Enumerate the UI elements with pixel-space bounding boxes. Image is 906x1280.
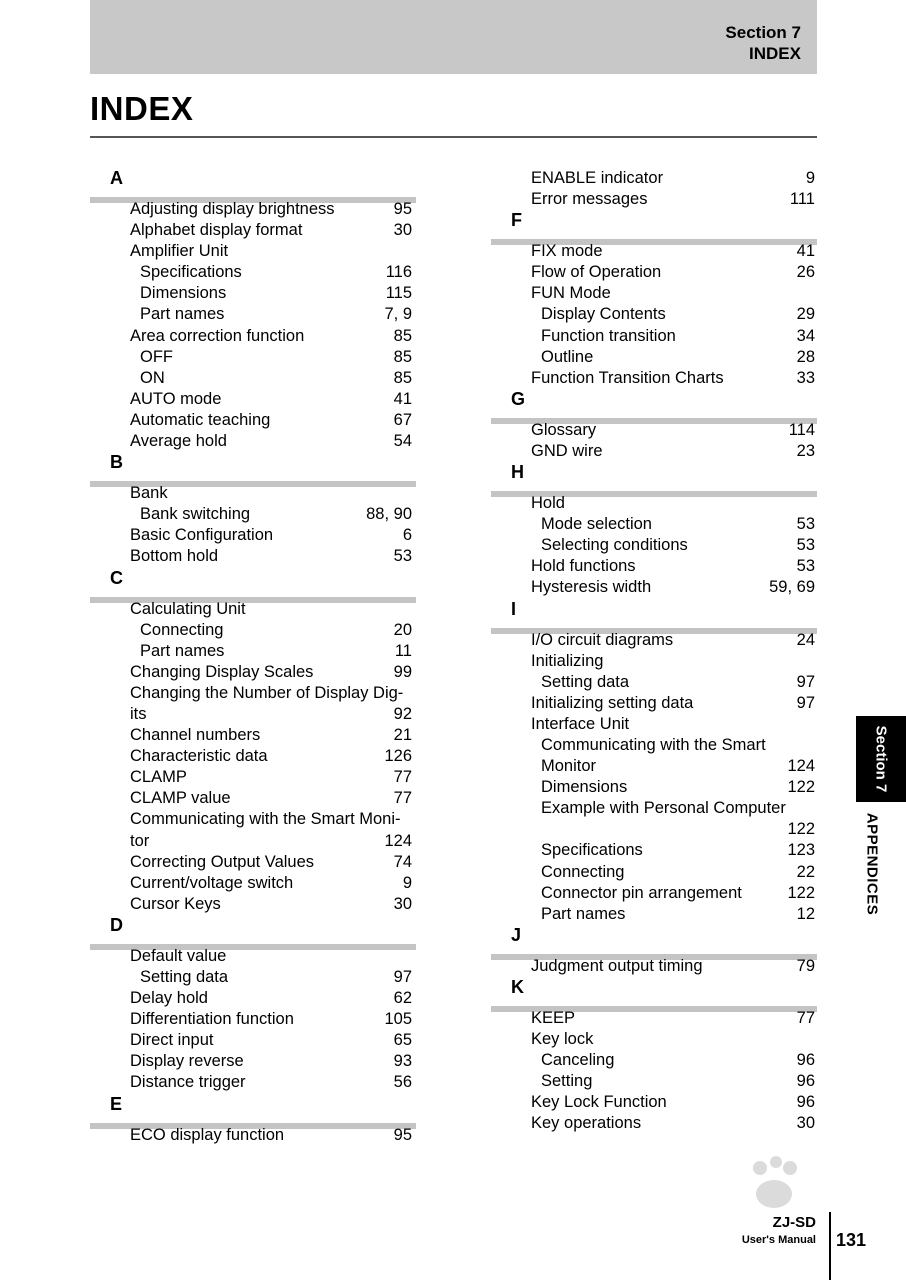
index-page-ref <box>815 735 817 756</box>
index-entry <box>90 241 416 262</box>
index-entry <box>491 283 817 304</box>
index-page-ref: 62 <box>393 989 412 1008</box>
index-page-ref: 105 <box>384 1010 412 1029</box>
index-entry <box>90 1072 416 1093</box>
index-page-ref: 122 <box>787 883 815 902</box>
index-entry <box>90 220 416 241</box>
index-column-right <box>491 168 817 1134</box>
index-entry <box>90 199 416 220</box>
index-term: Communicating with the Smart <box>541 735 766 754</box>
index-term: Hysteresis width <box>531 578 652 597</box>
index-term: Initializing setting data <box>531 693 694 712</box>
section-heading <box>491 599 817 630</box>
index-entry <box>90 1009 416 1030</box>
index-page-ref: 97 <box>796 693 815 712</box>
index-term: Delay hold <box>130 989 208 1008</box>
index-page-ref: 99 <box>393 662 412 681</box>
index-entry <box>491 420 817 441</box>
index-entry <box>90 967 416 988</box>
index-page-ref: 30 <box>796 1114 815 1133</box>
index-term: Part names <box>541 904 626 923</box>
section-heading <box>90 168 416 199</box>
index-term: Hold functions <box>531 557 636 576</box>
index-page-ref: 34 <box>796 326 815 345</box>
index-term: Area correction function <box>130 326 305 345</box>
index-entry <box>90 894 416 915</box>
index-term: Key lock <box>531 1030 594 1048</box>
index-term: Initializing <box>531 651 604 670</box>
index-page-ref: 22 <box>796 862 815 881</box>
index-entry <box>90 347 416 368</box>
index-page-ref: 122 <box>787 820 815 839</box>
index-entry <box>90 746 416 767</box>
header-section: Section 7 <box>725 23 801 42</box>
index-page-ref: 59, 69 <box>769 578 815 597</box>
index-page-ref: 85 <box>393 347 412 366</box>
index-entry <box>491 262 817 283</box>
index-entry <box>491 672 817 693</box>
index-page-ref: 79 <box>796 956 815 975</box>
index-term: Function transition <box>541 326 676 345</box>
footer-manual: User's Manual <box>741 1234 816 1246</box>
index-page-ref: 54 <box>393 432 412 451</box>
index-page-ref: 53 <box>796 536 815 555</box>
index-entry <box>90 641 416 662</box>
index-page-ref: 74 <box>393 852 412 871</box>
index-term: Specifications <box>140 263 242 282</box>
index-term: Error messages <box>531 190 648 209</box>
index-term: Adjusting display brightness <box>130 200 335 218</box>
index-term: Glossary <box>531 420 597 439</box>
index-page-ref: 29 <box>796 305 815 324</box>
index-page-ref: 124 <box>787 757 815 776</box>
section-letter: C <box>110 567 123 588</box>
index-term: Distance trigger <box>130 1073 246 1092</box>
index-term: ENABLE indicator <box>531 169 664 187</box>
index-entry <box>491 714 817 735</box>
index-term: Dimensions <box>140 284 227 303</box>
index-page-ref <box>815 1029 817 1050</box>
index-entry <box>90 410 416 431</box>
index-page-ref: 28 <box>796 347 815 366</box>
index-page-ref: 97 <box>393 968 412 986</box>
index-entry <box>90 389 416 410</box>
index-entry <box>491 798 817 819</box>
index-page-ref: 126 <box>384 747 412 766</box>
index-term: Monitor <box>541 757 597 776</box>
index-entry <box>90 662 416 683</box>
index-page-ref: 77 <box>393 768 412 787</box>
section-letter: A <box>110 168 123 188</box>
section-letter: D <box>110 914 123 935</box>
index-page-ref: 114 <box>788 420 815 439</box>
index-term: Connecting <box>541 862 625 881</box>
section-letter: E <box>110 1093 123 1114</box>
index-term: Bottom hold <box>130 547 219 566</box>
index-page-ref: 122 <box>787 778 815 797</box>
index-page-ref: 7, 9 <box>384 305 412 324</box>
index-entry <box>90 852 416 873</box>
index-page-ref: 65 <box>393 1031 412 1050</box>
index-entry <box>90 725 416 746</box>
index-page-ref: 116 <box>385 263 412 282</box>
index-term: Judgment output timing <box>531 956 703 975</box>
watermark-logo <box>650 1150 870 1245</box>
index-term: Part names <box>140 305 225 324</box>
index-page-ref <box>815 283 817 304</box>
index-term: Communicating with the Smart Moni- <box>130 810 401 829</box>
index-entry <box>491 840 817 861</box>
index-entry <box>90 483 416 504</box>
index-entry <box>90 599 416 620</box>
page-number: 131 <box>836 1230 867 1250</box>
index-entry <box>491 514 817 535</box>
index-page-ref <box>412 683 416 704</box>
section-heading <box>90 568 416 599</box>
index-column-left <box>90 168 416 1146</box>
section-letter: B <box>110 452 123 473</box>
index-page-ref: 97 <box>796 672 815 691</box>
index-page-ref: 111 <box>789 190 815 209</box>
index-page-ref: 92 <box>393 704 412 723</box>
index-term: its <box>130 704 147 723</box>
index-page-ref: 96 <box>796 1051 815 1070</box>
section-letter: F <box>511 210 522 231</box>
index-page-ref: 41 <box>393 389 412 408</box>
index-term: Hold <box>531 494 565 513</box>
section-letter: I <box>511 598 517 619</box>
index-page-ref <box>815 798 817 819</box>
index-term: Differentiation function <box>130 1010 294 1029</box>
index-page-ref: 85 <box>393 368 412 387</box>
index-term: FIX mode <box>531 242 603 261</box>
index-page-ref: 23 <box>796 441 815 460</box>
index-term: Bank switching <box>140 505 251 524</box>
index-page-ref: 21 <box>393 726 412 745</box>
index-entry <box>491 168 817 189</box>
index-term: Bank <box>130 484 168 503</box>
index-term: Selecting conditions <box>541 536 688 555</box>
index-term: Setting <box>541 1072 593 1091</box>
index-entry <box>90 546 416 567</box>
index-term: Key Lock Function <box>531 1093 667 1112</box>
index-term: CLAMP value <box>130 789 231 808</box>
section-letter: K <box>511 976 524 997</box>
index-term: tor <box>130 831 150 850</box>
index-term: Current/voltage switch <box>130 873 294 892</box>
index-term: Changing Display Scales <box>130 662 314 681</box>
section-heading <box>491 977 817 1008</box>
index-page-ref: 77 <box>393 789 412 808</box>
index-term: CLAMP <box>130 768 187 787</box>
index-entry <box>491 630 817 651</box>
index-entry <box>90 1125 416 1146</box>
index-entry <box>90 1030 416 1051</box>
index-entry <box>90 368 416 389</box>
index-entry <box>491 693 817 714</box>
index-page-ref: 88, 90 <box>366 505 412 524</box>
index-page-ref <box>412 599 416 620</box>
index-term: Part names <box>140 641 225 660</box>
index-page-ref <box>815 493 817 514</box>
index-entry <box>90 431 416 452</box>
index-term: Function Transition Charts <box>531 368 724 387</box>
index-page-ref: 9 <box>805 169 815 187</box>
index-term: Interface Unit <box>531 714 630 733</box>
section-heading <box>491 462 817 493</box>
index-page-ref: 56 <box>393 1073 412 1092</box>
index-entry <box>491 651 817 672</box>
index-term: I/O circuit diagrams <box>531 630 674 649</box>
index-entry <box>491 756 817 777</box>
index-term: Cursor Keys <box>130 894 221 913</box>
index-page-ref: 96 <box>796 1072 815 1091</box>
index-term: Setting data <box>140 968 229 986</box>
section-heading <box>90 452 416 483</box>
index-page-ref: 11 <box>394 641 412 660</box>
index-term: Display Contents <box>541 305 666 324</box>
index-term: Changing the Number of Display Dig- <box>130 683 404 702</box>
index-term: Connector pin arrangement <box>541 883 742 902</box>
index-page-ref: 85 <box>393 326 412 345</box>
index-entry <box>491 347 817 368</box>
index-term: Specifications <box>541 841 643 860</box>
index-term: GND wire <box>531 441 603 460</box>
index-entry <box>491 904 817 925</box>
index-entry <box>491 1113 817 1134</box>
index-page-ref: 24 <box>796 630 815 649</box>
index-entry <box>491 441 817 462</box>
index-entry <box>90 767 416 788</box>
section-letter: J <box>511 924 522 945</box>
index-entry <box>491 241 817 262</box>
index-entry <box>90 326 416 347</box>
header-text <box>725 22 801 64</box>
index-page-ref: 12 <box>796 904 815 923</box>
index-term: Display reverse <box>130 1052 244 1071</box>
section-heading <box>491 389 817 420</box>
index-entry <box>491 1029 817 1050</box>
index-page-ref: 53 <box>393 547 412 566</box>
index-page-ref <box>815 714 817 735</box>
index-page-ref: 124 <box>384 831 412 850</box>
index-entry <box>90 809 416 830</box>
index-entry <box>491 862 817 883</box>
index-page-ref: 26 <box>796 263 815 282</box>
index-term: Channel numbers <box>130 726 261 745</box>
index-entry <box>90 873 416 894</box>
footer-model: ZJ-SD <box>772 1214 816 1231</box>
title-divider <box>90 136 817 138</box>
index-entry <box>491 735 817 756</box>
index-term: ON <box>140 368 165 387</box>
index-term: Direct input <box>130 1031 214 1050</box>
index-page-ref: 123 <box>787 841 815 860</box>
index-term: Flow of Operation <box>531 263 662 282</box>
index-term: Basic Configuration <box>130 526 274 545</box>
index-term: Connecting <box>140 620 224 639</box>
index-term: Key operations <box>531 1114 642 1133</box>
index-page-ref: 95 <box>393 200 412 218</box>
index-page-ref: 95 <box>393 1125 412 1144</box>
index-term: Mode selection <box>541 515 652 534</box>
index-entry <box>90 704 416 725</box>
index-page-ref: 93 <box>393 1052 412 1071</box>
index-term: Correcting Output Values <box>130 852 315 871</box>
index-page-ref: 53 <box>796 557 815 576</box>
index-entry <box>90 262 416 283</box>
side-tab-section: Section 7 <box>872 725 890 793</box>
index-term: Setting data <box>541 672 630 691</box>
index-page-ref: 33 <box>796 368 815 387</box>
index-entry <box>491 956 817 977</box>
index-entry <box>491 1071 817 1092</box>
index-entry <box>90 683 416 704</box>
index-term: Calculating Unit <box>130 599 246 618</box>
header-subtitle: INDEX <box>749 44 801 63</box>
index-page-ref: 67 <box>393 410 412 429</box>
index-term: Average hold <box>130 432 227 451</box>
section-heading <box>491 925 817 956</box>
index-term: Canceling <box>541 1051 615 1070</box>
index-entry <box>491 1050 817 1071</box>
section-heading <box>90 915 416 946</box>
header-bar <box>90 0 817 74</box>
index-term: Amplifier Unit <box>130 242 229 261</box>
index-entry <box>491 493 817 514</box>
index-entry <box>491 368 817 389</box>
index-term: Outline <box>541 347 594 366</box>
index-page-ref: 53 <box>796 515 815 534</box>
index-page-ref <box>412 483 416 504</box>
index-entry <box>90 988 416 1009</box>
index-term: Dimensions <box>541 778 628 797</box>
index-term: FUN Mode <box>531 284 611 303</box>
index-term: Example with Personal Computer <box>541 799 786 818</box>
index-page-ref: 20 <box>393 620 412 639</box>
index-entry <box>90 831 416 852</box>
index-page-ref <box>412 946 416 967</box>
index-entry <box>90 304 416 325</box>
index-term: ECO display function <box>130 1125 285 1144</box>
index-page-ref <box>412 809 416 830</box>
index-page-ref: 115 <box>385 284 412 303</box>
index-term: KEEP <box>531 1008 576 1027</box>
section-letter: G <box>511 388 526 409</box>
index-page-ref: 41 <box>796 242 815 261</box>
index-entry <box>491 819 817 840</box>
index-entry <box>491 189 817 210</box>
index-entry <box>491 883 817 904</box>
index-entry <box>90 525 416 546</box>
section-letter: H <box>511 462 524 483</box>
index-entry <box>491 326 817 347</box>
section-heading <box>90 1094 416 1125</box>
index-term: Alphabet display format <box>130 221 303 240</box>
index-page-ref: 9 <box>402 873 412 892</box>
index-page-ref: 6 <box>402 526 412 545</box>
index-entry <box>491 535 817 556</box>
index-term: Default value <box>130 946 227 965</box>
index-entry <box>90 1051 416 1072</box>
index-page-ref <box>815 651 817 672</box>
index-entry <box>491 577 817 598</box>
index-page-ref <box>412 241 416 262</box>
index-entry <box>90 283 416 304</box>
index-entry <box>90 788 416 809</box>
index-page-ref: 96 <box>796 1093 815 1112</box>
page-title: INDEX <box>90 90 194 127</box>
index-term: AUTO mode <box>130 389 222 408</box>
section-heading <box>491 210 817 241</box>
index-entry <box>90 946 416 967</box>
index-page-ref: 30 <box>393 894 412 913</box>
index-entry <box>491 777 817 798</box>
index-page-ref: 30 <box>393 221 412 240</box>
index-entry <box>491 556 817 577</box>
index-term: Automatic teaching <box>130 410 271 429</box>
index-page-ref: 77 <box>796 1008 815 1027</box>
index-entry <box>90 620 416 641</box>
index-entry <box>90 504 416 525</box>
index-entry <box>491 1008 817 1029</box>
side-tab-label: APPENDICES <box>863 812 881 916</box>
index-term: Characteristic data <box>130 747 268 766</box>
index-term: OFF <box>140 347 173 366</box>
index-entry <box>491 1092 817 1113</box>
section-side-tab <box>856 716 906 802</box>
index-entry <box>491 304 817 325</box>
